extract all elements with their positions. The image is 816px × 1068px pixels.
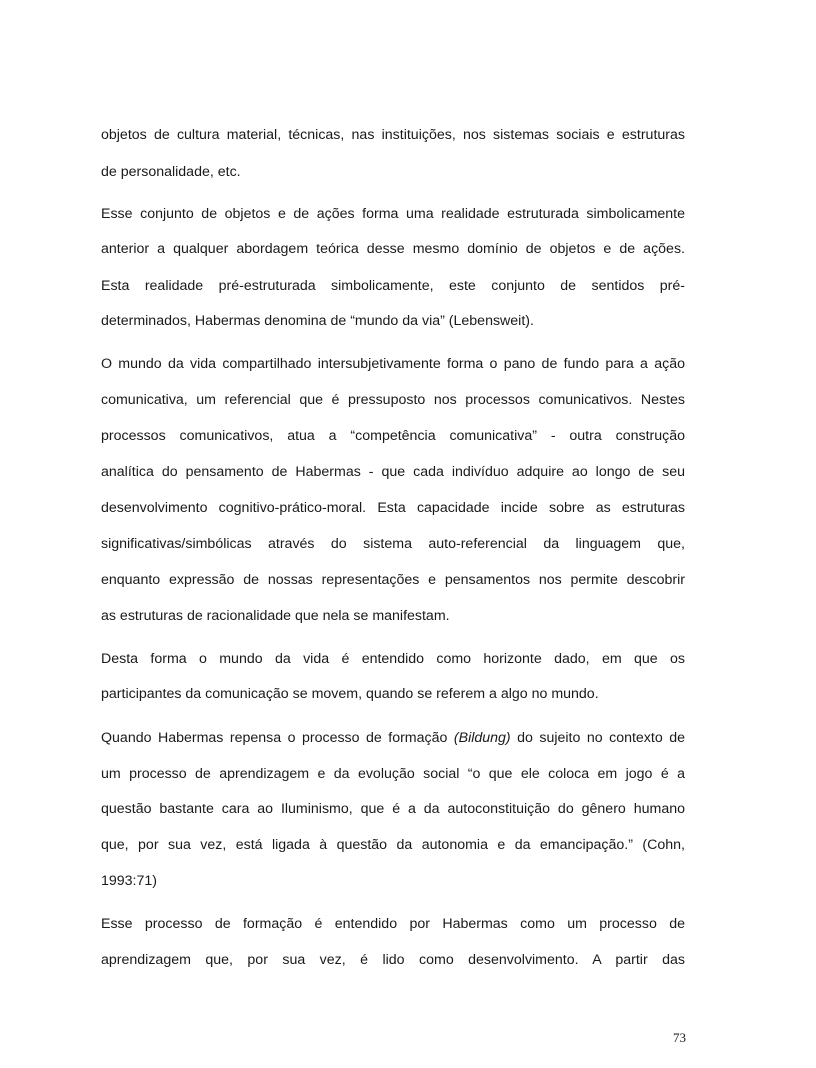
text-line: de personalidade, etc.	[101, 164, 241, 180]
italic-term: (Bildung)	[453, 730, 511, 746]
text-line: aprendizagem que, por sua vez, é lido como desenvolvimento. A partir das	[101, 952, 685, 968]
text-line: Desta forma o mundo da vida é entendido como horizonte dado, em que os	[101, 651, 685, 667]
text-line: Esse processo de formação é entendido por Habermas como um processo de	[101, 916, 685, 932]
text-line: enquanto expressão de nossas representações e pensamentos nos permite descobrir	[101, 572, 685, 588]
text-line: 1993:71)	[101, 873, 158, 889]
text-span: Quando Habermas repensa o processo de formação	[101, 730, 454, 746]
text-line: anterior a qualquer abordagem teórica desse mesmo domínio de objetos e de ações.	[101, 241, 685, 257]
text-line: Esta realidade pré-estruturada simbolicamente, este conjunto de sentidos pré-	[101, 278, 685, 294]
text-line: objetos de cultura material, técnicas, nas instituições, nos sistemas sociais e estruturas	[101, 127, 685, 143]
text-line: que, por sua vez, está ligada à questão da autonomia e da emancipação.” (Cohn,	[101, 837, 685, 853]
text-line: Esse conjunto de objetos e de ações forma uma realidade estruturada simbolicamente	[101, 206, 685, 222]
text-line: significativas/simbólicas através do sistema auto-referencial da linguagem que,	[101, 536, 685, 552]
text-line: analítica do pensamento de Habermas - que cada indivíduo adquire ao longo de seu	[101, 464, 685, 480]
text-line	[101, 729, 685, 747]
text-line: desenvolvimento cognitivo-prático-moral. Esta capacidade incide sobre as estruturas	[101, 500, 685, 516]
text-line: processos comunicativos, atua a “competência comunicativa” - outra construção	[101, 428, 685, 444]
text-line: comunicativa, um referencial que é pressuposto nos processos comunicativos. Nestes	[101, 392, 685, 408]
text-line: questão bastante cara ao Iluminismo, que é a da autoconstituição do gênero humano	[101, 801, 685, 817]
text-line: O mundo da vida compartilhado intersubjetivamente forma o pano de fundo para a ação	[101, 356, 685, 372]
text-line: determinados, Habermas denomina de “mundo da via” (Lebensweit).	[101, 313, 534, 329]
text-line: participantes da comunicação se movem, quando se referem a algo no mundo.	[101, 686, 599, 702]
text-line: um processo de aprendizagem e da evolução social “o que ele coloca em jogo é a	[101, 766, 685, 782]
page-number: 73	[673, 1030, 686, 1045]
text-span: do sujeito no contexto de	[510, 730, 685, 746]
text-line: as estruturas de racionalidade que nela se manifestam.	[101, 608, 450, 624]
